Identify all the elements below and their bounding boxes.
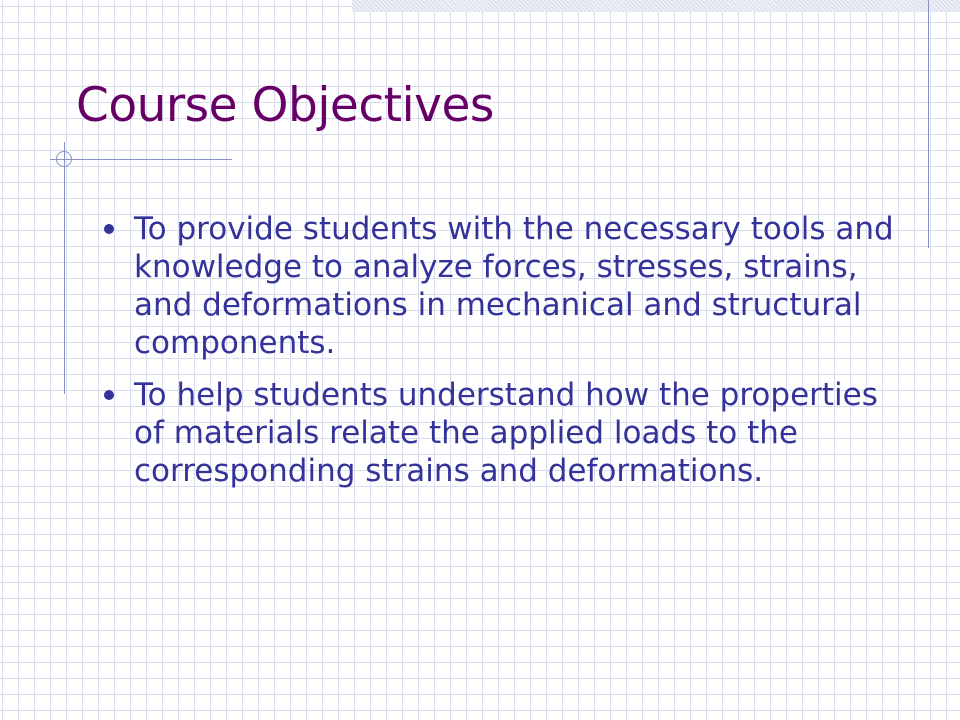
bullet-text: To help students understand how the properties of materials relate the applied loads to the corresponding strains and deformations.	[134, 377, 878, 489]
bullet-item	[100, 376, 900, 490]
slide-title: Course Objectives	[76, 78, 494, 133]
bullet-list	[100, 210, 900, 504]
decorative-hatched-band	[352, 0, 960, 12]
decorative-right-vertical-line	[928, 0, 929, 248]
bullet-text: To provide students with the necessary tools and knowledge to analyze forces, stresses, strains, and deformations in mechanical and structural components.	[134, 211, 894, 361]
target-circle-icon	[56, 151, 72, 167]
bullet-item	[100, 210, 900, 362]
bullet-dot-icon	[104, 224, 114, 234]
decorative-vertical-line	[64, 142, 65, 394]
bullet-dot-icon	[104, 390, 114, 400]
decorative-horizontal-line	[50, 159, 232, 160]
